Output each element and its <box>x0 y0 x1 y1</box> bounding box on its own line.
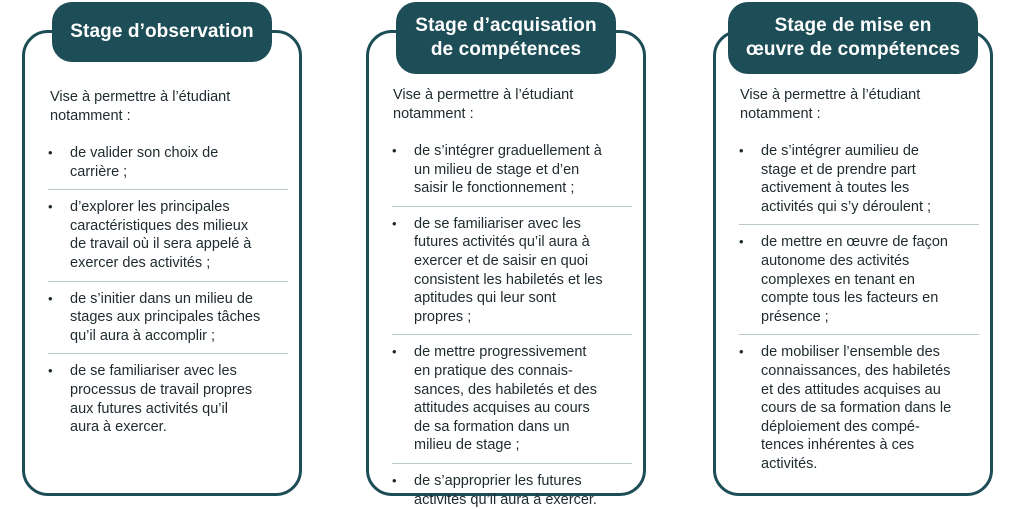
bullet-dot-icon: • <box>739 234 744 250</box>
bullet-dot-icon: • <box>48 363 53 379</box>
bullet-dot-icon: • <box>739 143 744 158</box>
stage-mise-en-oeuvre-intro: Vise à permettre à l’étudiant notamment : <box>740 87 921 122</box>
bullet-dot-icon: • <box>48 145 53 160</box>
bullet-dot-icon: • <box>48 199 53 215</box>
bullet-dot-icon: • <box>48 290 53 306</box>
stage-mise-en-oeuvre-list <box>739 142 979 474</box>
list-item: • de valider son choix de carrière ; <box>48 144 288 190</box>
list-item: • de s’intégrer aumilieu de stage et de prendre part activement à toutes les activités qui s’y déroulent ; <box>739 142 979 225</box>
list-item: • de se familiariser avec les futures activités qu’il aura à exercer et de saisir en quoi consistent les habiletés et les aptitudes qui leur sont propres ; <box>392 215 632 336</box>
stage-observation-intro: Vise à permettre à l’étudiant notamment : <box>50 89 231 124</box>
stage-acquisition-title: Stage d’acquisation de compétences <box>396 2 616 74</box>
list-item: • de mettre progressivement en pratique des connais- sances, des habiletés et des attitudes acquises au cours de sa formation dans un milieu de stage ; <box>392 343 632 464</box>
stage-mise-en-oeuvre-title: Stage de mise en œuvre de compétences <box>728 2 978 74</box>
list-item: • de mettre en œuvre de façon autonome des activités complexes en tenant en compte tous les facteurs en présence ; <box>739 233 979 335</box>
list-item: • de s’intégrer graduellement à un milieu de stage et d’en saisir le fonctionnement ; <box>392 142 632 207</box>
list-item: • de s’initier dans un milieu de stages aux principales tâches qu’il aura à accomplir ; <box>48 290 288 355</box>
stage-acquisition-intro: Vise à permettre à l’étudiant notamment : <box>393 87 574 122</box>
bullet-dot-icon: • <box>392 472 397 488</box>
bullet-dot-icon: • <box>392 344 397 360</box>
list-item: • d’explorer les principales caractéristiques des milieux de travail où il sera appelé à exercer des activités ; <box>48 198 288 281</box>
bullet-dot-icon: • <box>392 215 397 231</box>
list-item: • de mobiliser l’ensemble des connaissances, des habiletés et des attitudes acquises au cours de sa formation dans le déploiement des compé- tences inhérentes à ces activités. <box>739 344 952 472</box>
stage-observation-title: Stage d’observation <box>52 2 272 62</box>
list-item: • de se familiariser avec les processus de travail propres aux futures activités qu’il aura à exercer. <box>48 363 253 436</box>
bullet-dot-icon: • <box>392 143 397 158</box>
list-item: • de s’approprier les futures activités qu’il aura à exercer. <box>392 472 597 508</box>
stage-acquisition-list <box>392 142 632 509</box>
bullet-dot-icon: • <box>739 344 744 360</box>
stage-observation-list <box>48 144 288 437</box>
